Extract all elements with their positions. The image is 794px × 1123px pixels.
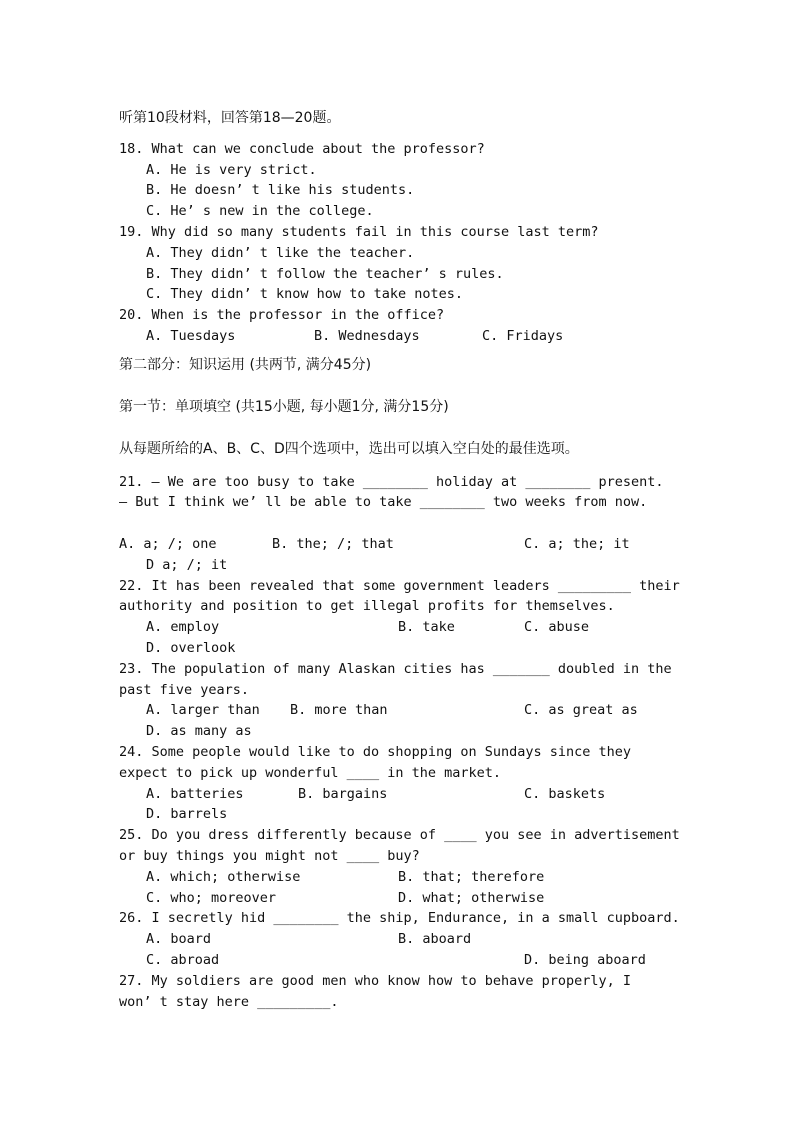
question-19-option-b: B. They didn’ t follow the teacher’ s rules. [146, 266, 504, 282]
question-18-stem: 18. What can we conclude about the professor? [119, 141, 485, 157]
question-25-line-1: 25. Do you dress differently because of ____ you see in advertisement [119, 827, 680, 843]
question-20-option-a: A. Tuesdays [146, 328, 236, 344]
question-24-line-2: expect to pick up wonderful ____ in the market. [119, 765, 502, 781]
question-23-option-c: C. as great as [524, 702, 638, 718]
question-22-option-d: D. overlook [146, 640, 236, 656]
question-19-stem: 19. Why did so many students fail in this course last term? [119, 224, 599, 240]
question-24-option-c: C. baskets [524, 786, 606, 802]
question-21-option-c: C. a; the; it [524, 536, 630, 552]
question-21-option-a: A. a; /; one [119, 536, 217, 552]
question-23-option-b: B. more than [290, 702, 388, 718]
question-27-line-1: 27. My soldiers are good men who know how to behave properly, I [119, 973, 632, 989]
question-25-option-d: D. what; otherwise [398, 890, 545, 906]
question-23-line-1: 23. The population of many Alaskan cities has _______ doubled in the [119, 661, 672, 677]
question-20-option-b: B. Wednesdays [314, 328, 420, 344]
question-24-option-a: A. batteries [146, 786, 244, 802]
question-19-option-c: C. They didn’ t know how to take notes. [146, 286, 463, 302]
question-25-option-a: A. which; otherwise [146, 869, 301, 885]
question-24-line-1: 24. Some people would like to do shopping on Sundays since they [119, 744, 632, 760]
question-18-option-c: C. He’ s new in the college. [146, 203, 374, 219]
question-23-line-2: past five years. [119, 682, 250, 698]
question-26-option-b: B. aboard [398, 931, 472, 947]
question-23-option-d: D. as many as [146, 723, 252, 739]
question-25-option-b: B. that; therefore [398, 869, 545, 885]
question-21-option-b: B. the; /; that [272, 536, 394, 552]
question-25-option-c: C. who; moreover [146, 890, 277, 906]
question-19-option-a: A. They didn’ t like the teacher. [146, 245, 415, 261]
question-20-stem: 20. When is the professor in the office? [119, 307, 445, 323]
question-26-option-a: A. board [146, 931, 212, 947]
section-one-instructions: 从每题所给的A、B、C、D四个选项中，选出可以填入空白处的最佳选项。 [119, 441, 579, 457]
question-22-option-b: B. take [398, 619, 455, 635]
part-two-title: 第二部分：知识运用 (共两节, 满分45分) [119, 357, 372, 373]
question-20-option-c: C. Fridays [482, 328, 564, 344]
question-26-line-1: 26. I secretly hid ________ the ship, Endurance, in a small cupboard. [119, 910, 680, 926]
section-intro: 听第10段材料，回答第18—20题。 [119, 110, 341, 126]
question-22-option-c: C. abuse [524, 619, 590, 635]
question-21-line-1: 21. — We are too busy to take ________ holiday at ________ present. [119, 474, 664, 490]
question-21-option-d: D a; /; it [146, 557, 228, 573]
question-18-option-a: A. He is very strict. [146, 162, 317, 178]
question-26-option-c: C. abroad [146, 952, 220, 968]
question-26-option-d: D. being aboard [524, 952, 646, 968]
question-25-line-2: or buy things you might not ____ buy? [119, 848, 420, 864]
question-24-option-b: B. bargains [298, 786, 388, 802]
question-22-option-a: A. employ [146, 619, 220, 635]
question-22-line-2: authority and position to get illegal profits for themselves. [119, 598, 615, 614]
question-21-line-2: — But I think we’ ll be able to take ________ two weeks from now. [119, 494, 648, 510]
section-one-title: 第一节：单项填空 (共15小题, 每小题1分, 满分15分) [119, 399, 449, 415]
question-24-option-d: D. barrels [146, 806, 228, 822]
question-22-line-1: 22. It has been revealed that some government leaders _________ their [119, 578, 680, 594]
question-27-line-2: won’ t stay here _________. [119, 994, 339, 1010]
question-18-option-b: B. He doesn’ t like his students. [146, 182, 415, 198]
question-23-option-a: A. larger than [146, 702, 260, 718]
